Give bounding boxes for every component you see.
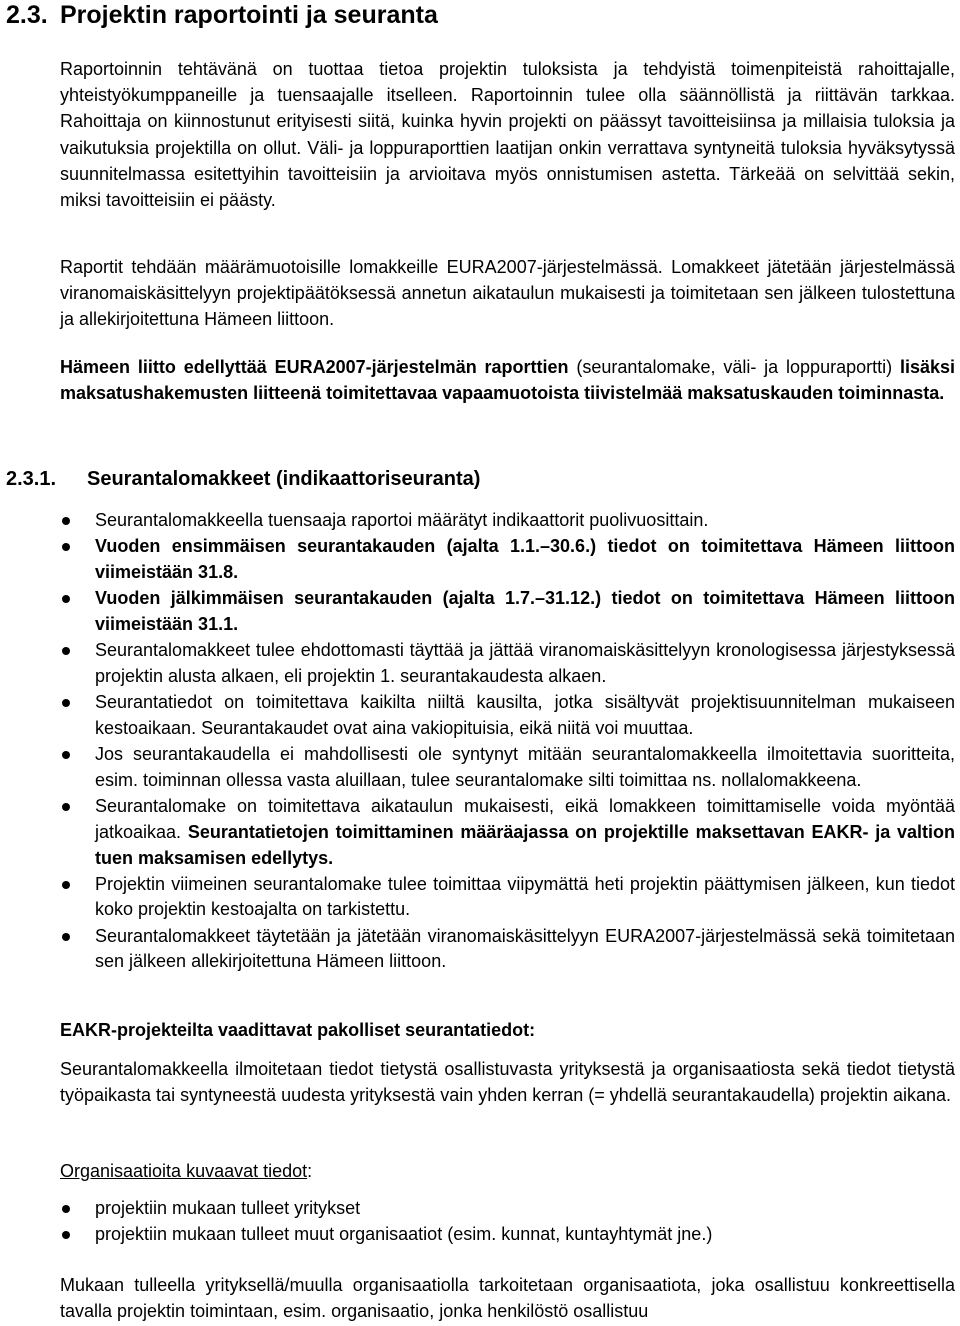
seuranta-bullet-list [0, 508, 955, 976]
requirement-bold-1: Hämeen liitto edellyttää EURA2007-järjestelmän raporttien [60, 357, 569, 377]
eakr-heading: EAKR-projekteilta vaadittavat pakolliset seurantatiedot: [60, 1020, 536, 1040]
list-item: Seurantatiedot on toimitettava kaikilta niiltä kausilta, jotka sisältyvät projektisuunnitelman mukaiseen kestoaikaan. Seurantakaudet ovat aina vakiopituisia, eikä niitä voi muuttaa. [0, 690, 955, 741]
list-item: Seurantalomake on toimitettava aikataulun mukaisesti, eikä lomakkeen toimittamiselle voida myöntää jatkoaikaa. Seurantatietojen toimittaminen määräajassa on projektille maksettavan EAKR- ja valtion tuen maksamisen edellytys. [0, 794, 955, 871]
bullet-icon [62, 751, 70, 759]
org-bullet-list [0, 1196, 955, 1249]
eakr-paragraph: Seurantalomakkeella ilmoitetaan tiedot tietystä osallistuvasta yrityksestä ja organisaatiosta sekä tiedot tietystä työpaikasta tai syntyneestä uudesta yrityksestä vain yhden kerran (= yhdellä seurantakaudella) projektin aikana. [60, 1059, 955, 1106]
list-item: Vuoden jälkimmäisen seurantakauden (ajalta 1.7.–31.12.) tiedot on toimitettava Hämeen liittoon viimeistään 31.1. [0, 586, 955, 637]
closing-paragraph: Mukaan tulleella yrityksellä/muulla organisaatiolla tarkoitetaan organisaatiota, joka osallistuu konkreettisella tavalla projektin toimintaan, esim. organisaatio, jonka henkilöstö osallistuu [60, 1275, 955, 1322]
bullet-icon [62, 543, 70, 551]
list-item: Vuoden ensimmäisen seurantakauden (ajalta 1.1.–30.6.) tiedot on toimitettava Hämeen liittoon viimeistään 31.8. [0, 534, 955, 585]
bullet-icon [62, 1231, 70, 1239]
requirement-bold-2: lisäksi maksatushakemusten liitteenä toimitettavaa vapaamuotoista tiivistelmää maksatuskauden toiminnasta. [60, 357, 955, 404]
subsection-heading [6, 465, 480, 493]
org-heading: Organisaatioita kuvaavat tiedot: [60, 1161, 313, 1181]
list-item: Seurantalomakkeet tulee ehdottomasti täyttää ja jättää viranomaiskäsittelyyn kronologisessa järjestyksessä projektin alusta alkaen, eli projektin 1. seurantakaudesta alkaen. [0, 638, 955, 689]
bullet-icon [62, 595, 70, 603]
bullet-icon [62, 647, 70, 655]
section-heading [6, 0, 438, 30]
list-item: Seurantalomakkeet täytetään ja jätetään viranomaiskäsittelyyn EURA2007-järjestelmässä sekä toimitetaan sen jälkeen allekirjoitettuna Hämeen liittoon. [0, 924, 955, 975]
list-item: Seurantalomakkeella tuensaaja raportoi määrätyt indikaattorit puolivuosittain. [0, 508, 955, 534]
list-item: projektiin mukaan tulleet yritykset [0, 1196, 955, 1222]
bullet-icon [62, 933, 70, 941]
subsection-title: Seurantalomakkeet (indikaattoriseuranta) [87, 468, 481, 490]
intro-paragraph: Raportoinnin tehtävänä on tuottaa tietoa projektin tuloksista ja tehdyistä toimenpiteistä rahoittajalle, yhteistyökumppaneille ja tuensaajalle itselleen. Raportoinnin tulee olla säännöllistä ja riittävän tarkkaa. Rahoittaja on kiinnostunut erityisesti siitä, kuinka hyvin projekti on päässyt tavoitteisiinsa ja millaisia tuloksia ja vaikutuksia projektilla on ollut. Väli- ja loppuraporttien laatijan onkin verrattava syntyneitä tuloksia hyväksytyssä suunnitelmassa esitettyihin tavoitteisiin ja arvioitava myös onnistumisen astetta. Tärkeää on selvittää sekin, miksi tavoitteisiin ei päästy. [60, 59, 955, 211]
list-item: projektiin mukaan tulleet muut organisaatiot (esim. kunnat, kuntayhtymät jne.) [0, 1222, 955, 1248]
bullet-icon [62, 517, 70, 525]
bullet-icon [62, 803, 70, 811]
requirement-paragraph [60, 354, 955, 406]
bullet-icon [62, 881, 70, 889]
bullet-icon [62, 699, 70, 707]
requirement-normal: (seurantalomake, väli- ja loppuraportti) [568, 357, 900, 377]
section-number: 2.3. [6, 1, 48, 29]
subsection-number: 2.3.1. [6, 468, 57, 490]
list-item: Jos seurantakaudella ei mahdollisesti ole syntynyt mitään seurantalomakkeella ilmoitettavia suoritteita, esim. toiminnan ollessa vasta aluillaan, tulee seurantalomake silti toimittaa ns. nollalomakkeena. [0, 742, 955, 793]
bullet-icon [62, 1205, 70, 1213]
section-title: Projektin raportointi ja seuranta [60, 1, 438, 29]
eura-paragraph: Raportit tehdään määrämuotoisille lomakkeille EURA2007-järjestelmässä. Lomakkeet jätetään järjestelmässä viranomaiskäsittelyyn projektipäätöksessä annetun aikataulun mukaisesti ja toimitetaan sen jälkeen tulostettuna ja allekirjoitettuna Hämeen liittoon. [60, 257, 955, 330]
list-item: Projektin viimeinen seurantalomake tulee toimittaa viipymättä heti projektin päättymisen jälkeen, kun tiedot koko projektin kestoajalta on tarkistettu. [0, 872, 955, 923]
